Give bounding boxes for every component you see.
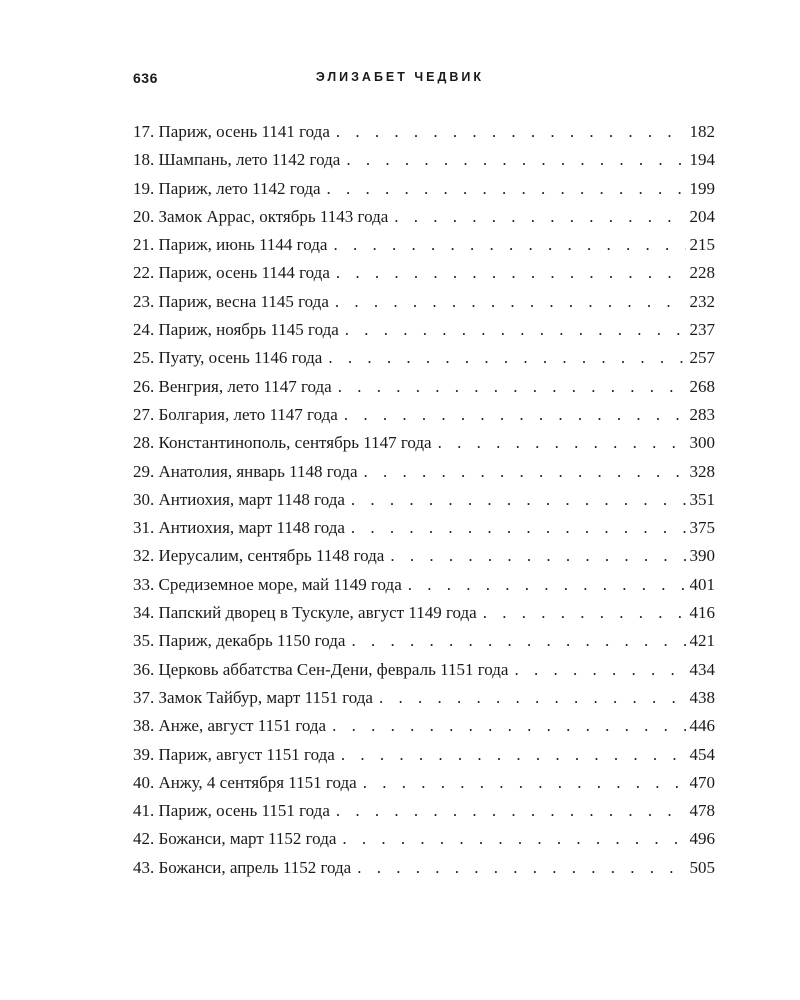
toc-dot-leader	[322, 344, 685, 372]
toc-dot-leader	[330, 118, 686, 146]
page-number: 636	[133, 70, 158, 86]
toc-entry-title: 20. Замок Аррас, октябрь 1143 года	[133, 206, 389, 226]
toc-dot-leader	[432, 429, 686, 457]
toc-entry	[133, 854, 715, 882]
toc-entry	[133, 146, 715, 174]
toc-entry-title: 28. Константинополь, сентябрь 1147 года	[133, 433, 432, 453]
toc-entry	[133, 542, 715, 570]
toc-entry-page: 505	[689, 857, 715, 877]
toc-entry-title: 30. Антиохия, март 1148 года	[133, 489, 345, 509]
toc-entry	[133, 514, 715, 542]
toc-entry	[133, 825, 715, 853]
toc-entry	[133, 231, 715, 259]
toc-entry	[133, 401, 715, 429]
toc-entry-title: 19. Париж, лето 1142 года	[133, 178, 321, 198]
toc-entry-page: 390	[689, 546, 715, 566]
toc-entry	[133, 599, 715, 627]
toc-dot-leader	[329, 288, 686, 316]
toc-entry-title: 43. Божанси, апрель 1152 года	[133, 857, 352, 877]
toc-dot-leader	[326, 712, 685, 740]
toc-entry	[133, 316, 715, 344]
toc-entry	[133, 741, 715, 769]
toc-dot-leader	[339, 316, 686, 344]
toc-entry-title: 39. Париж, август 1151 года	[133, 744, 335, 764]
toc-entry-page: 454	[689, 744, 715, 764]
toc-dot-leader	[330, 259, 686, 287]
toc-entry	[133, 769, 715, 797]
toc-entry-page: 446	[689, 716, 715, 736]
toc-dot-leader	[338, 401, 686, 429]
toc-entry	[133, 259, 715, 287]
toc-entry-page: 215	[689, 235, 715, 255]
toc-entry-title: 18. Шампань, лето 1142 года	[133, 150, 341, 170]
toc-entry-page: 228	[689, 263, 715, 283]
toc-dot-leader	[332, 373, 686, 401]
toc-entry-page: 328	[689, 461, 715, 481]
toc-entry	[133, 458, 715, 486]
toc-dot-leader	[477, 599, 686, 627]
toc-entry	[133, 203, 715, 231]
toc-entry-page: 351	[689, 489, 715, 509]
toc-entry	[133, 571, 715, 599]
toc-entry-title: 41. Париж, осень 1151 года	[133, 801, 330, 821]
toc-entry-page: 257	[689, 348, 715, 368]
toc-entry-page: 237	[689, 320, 715, 340]
toc-entry-page: 232	[689, 291, 715, 311]
toc-entry-title: 24. Париж, ноябрь 1145 года	[133, 320, 339, 340]
toc-dot-leader	[508, 656, 685, 684]
toc-entry-title: 22. Париж, осень 1144 года	[133, 263, 330, 283]
toc-entry-page: 438	[689, 687, 715, 707]
toc-entry-page: 416	[689, 603, 715, 623]
toc-dot-leader	[373, 684, 686, 712]
toc-entry-page: 375	[689, 518, 715, 538]
toc-entry-title: 23. Париж, весна 1145 года	[133, 291, 329, 311]
toc-dot-leader	[357, 769, 686, 797]
toc-dot-leader	[351, 854, 685, 882]
toc-entry-title: 25. Пуату, осень 1146 года	[133, 348, 323, 368]
toc-entry-title: 37. Замок Тайбур, март 1151 года	[133, 687, 373, 707]
toc-dot-leader	[358, 458, 686, 486]
toc-entry-page: 421	[689, 631, 715, 651]
toc-entry-title: 31. Антиохия, март 1148 года	[133, 518, 345, 538]
toc-dot-leader	[384, 542, 685, 570]
toc-dot-leader	[345, 627, 685, 655]
toc-entry-title: 26. Венгрия, лето 1147 года	[133, 376, 332, 396]
toc-entry	[133, 656, 715, 684]
toc-entry-title: 38. Анже, август 1151 года	[133, 716, 327, 736]
toc-entry-title: 27. Болгария, лето 1147 года	[133, 404, 338, 424]
toc-entry-title: 35. Париж, декабрь 1150 года	[133, 631, 346, 651]
toc-dot-leader	[340, 146, 685, 174]
toc-entry-title: 29. Анатолия, январь 1148 года	[133, 461, 358, 481]
toc-entry-title: 34. Папский дворец в Тускуле, август 1149 года	[133, 603, 477, 623]
toc-entry-page: 470	[689, 772, 715, 792]
toc-dot-leader	[345, 514, 686, 542]
toc-entry-title: 32. Иерусалим, сентябрь 1148 года	[133, 546, 385, 566]
toc-entry	[133, 486, 715, 514]
toc-entry-title: 17. Париж, осень 1141 года	[133, 122, 330, 141]
toc-dot-leader	[345, 486, 686, 514]
toc-entry	[133, 118, 715, 146]
toc-dot-leader	[321, 175, 686, 203]
toc-entry-title: 36. Церковь аббатства Сен-Дени, февраль 1151 года	[133, 659, 509, 679]
running-head: ЭЛИЗАБЕТ ЧЕДВИК	[315, 70, 485, 84]
toc-entry-title: 33. Средиземное море, май 1149 года	[133, 574, 402, 594]
toc-dot-leader	[402, 571, 686, 599]
toc-entry	[133, 797, 715, 825]
toc-entry-page: 434	[689, 659, 715, 679]
toc-entry-page: 182	[689, 122, 715, 141]
toc-entry-page: 478	[689, 801, 715, 821]
table-of-contents	[133, 118, 715, 882]
toc-entry-page: 496	[689, 829, 715, 849]
toc-entry-title: 42. Божанси, март 1152 года	[133, 829, 337, 849]
toc-entry	[133, 288, 715, 316]
toc-entry-page: 283	[689, 404, 715, 424]
toc-entry-page: 401	[689, 574, 715, 594]
toc-entry	[133, 627, 715, 655]
toc-entry	[133, 684, 715, 712]
toc-entry-title: 21. Париж, июнь 1144 года	[133, 235, 328, 255]
toc-entry-page: 268	[689, 376, 715, 396]
toc-entry-page: 300	[689, 433, 715, 453]
toc-entry	[133, 712, 715, 740]
toc-dot-leader	[336, 825, 685, 853]
toc-entry-page: 204	[689, 206, 715, 226]
toc-dot-leader	[335, 741, 686, 769]
toc-dot-leader	[388, 203, 685, 231]
toc-entry-page: 194	[689, 150, 715, 170]
toc-entry	[133, 373, 715, 401]
toc-entry-title: 40. Анжу, 4 сентября 1151 года	[133, 772, 357, 792]
toc-dot-leader	[327, 231, 685, 259]
toc-dot-leader	[330, 797, 686, 825]
toc-entry-page: 199	[689, 178, 715, 198]
toc-entry	[133, 175, 715, 203]
toc-entry	[133, 344, 715, 372]
toc-entry	[133, 429, 715, 457]
